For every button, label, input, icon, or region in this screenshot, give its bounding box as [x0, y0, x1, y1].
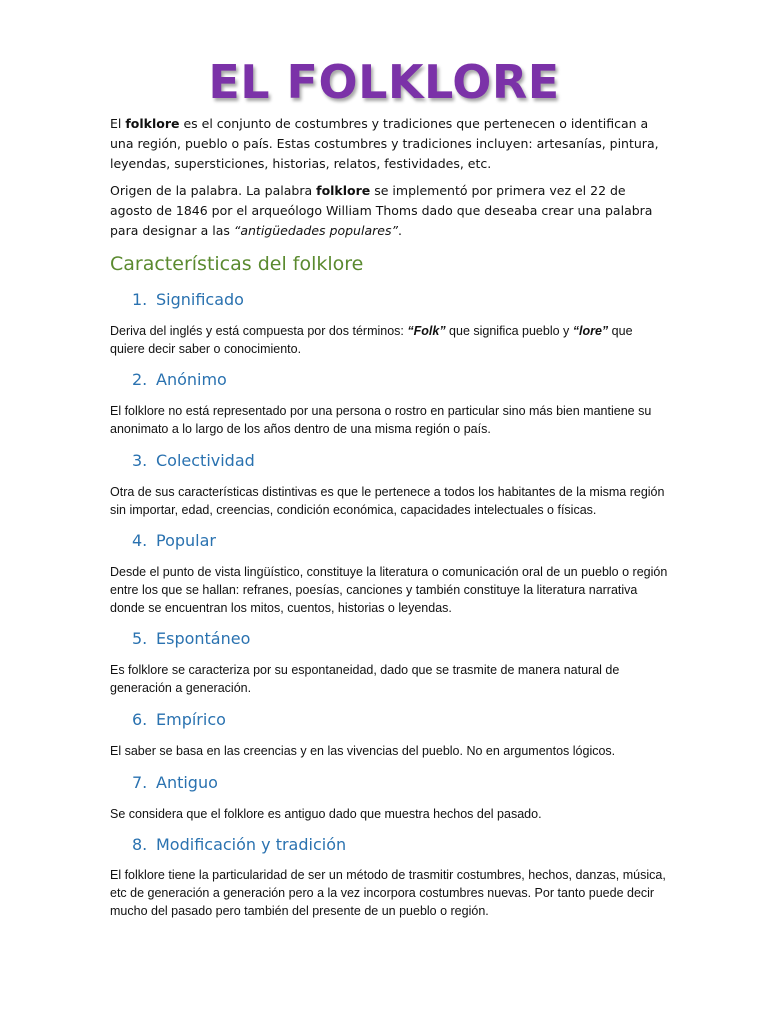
item-body-text: que significa pueblo y — [445, 324, 573, 338]
item-number: 1. — [132, 290, 148, 309]
item-term: “Folk” — [407, 324, 446, 338]
item-title: Modificación y tradición — [156, 835, 347, 854]
item-body-text: que quiere decir saber o conocimiento. — [110, 324, 633, 356]
intro-text: es el conjunto de costumbres y tradiciones que pertenecen o identifican a una región, pueblo o país. Estas costumbres y tradiciones incluyen: artesanías, pintura, leyendas, supersticiones, historias, relatos, festividades, etc. — [110, 116, 659, 171]
item-heading — [132, 449, 255, 473]
item-title: Antiguo — [156, 773, 218, 792]
item-number: 2. — [132, 370, 148, 389]
intro-paragraph-origin — [110, 181, 670, 241]
item-heading — [132, 529, 216, 553]
section-heading: Características del folklore — [110, 253, 364, 275]
item-body: Otra de sus características distintivas es que le pertenece a todos los habitantes de la misma región sin importar, edad, creencias, condición económica, capacidades intelectuales o físicas. — [110, 485, 665, 517]
item-body: Es folklore se caracteriza por su espontaneidad, dado que se trasmite de manera natural de generación a generación. — [110, 663, 620, 695]
item-body: Se considera que el folklore es antiguo dado que muestra hechos del pasado. — [110, 807, 542, 821]
item-title: Popular — [156, 531, 216, 550]
item-body — [110, 322, 670, 358]
item-number: 7. — [132, 773, 148, 792]
item-title: Empírico — [156, 710, 226, 729]
intro-bold-term: folklore — [316, 183, 371, 198]
item-number: 8. — [132, 835, 148, 854]
item-title: Significado — [156, 290, 244, 309]
item-heading — [132, 708, 226, 732]
intro-paragraph-definition — [110, 114, 670, 174]
item-number: 3. — [132, 451, 148, 470]
item-body-text: Deriva del inglés y está compuesta por dos términos: — [110, 324, 408, 338]
intro-text: se implementó por primera vez el 22 de agosto de 1846 por el arqueólogo William Thoms dado que deseaba crear una palabra para designar a las — [110, 183, 653, 238]
item-heading — [132, 368, 227, 392]
intro-bold-term: folklore — [125, 116, 180, 131]
item-heading — [132, 288, 244, 312]
document-title: EL FOLKLORE — [208, 55, 560, 109]
item-title: Espontáneo — [156, 629, 251, 648]
item-heading — [132, 771, 218, 795]
intro-text: Origen de la palabra. La palabra — [110, 183, 317, 198]
item-term: “lore” — [572, 324, 609, 338]
item-title: Anónimo — [156, 370, 227, 389]
item-body: El saber se basa en las creencias y en las vivencias del pueblo. No en argumentos lógicos. — [110, 744, 616, 758]
item-heading — [132, 833, 346, 857]
item-title: Colectividad — [156, 451, 255, 470]
item-number: 6. — [132, 710, 148, 729]
item-number: 4. — [132, 531, 148, 550]
item-body: El folklore tiene la particularidad de ser un método de trasmitir costumbres, hechos, danzas, música, etc de generación a generación pero a la vez incorpora costumbres nuevas. Por tanto puede decir mucho del pasado pero también del presente de un pueblo o región. — [110, 868, 666, 918]
intro-italic-quote: “antigüedades populares” — [233, 223, 398, 238]
intro-text: . — [397, 223, 402, 238]
intro-text: El — [110, 116, 126, 131]
item-body: Desde el punto de vista lingüístico, constituye la literatura o comunicación oral de un pueblo o región entre los que se hallan: refranes, poesías, canciones y también constituye la literatura narrativa donde se encuentran los mitos, cuentos, historias o leyendas. — [110, 565, 668, 615]
item-heading — [132, 627, 250, 651]
item-body: El folklore no está representado por una persona o rostro en particular sino más bien mantiene su anonimato a lo largo de los años dentro de una misma región o país. — [110, 404, 652, 436]
item-number: 5. — [132, 629, 148, 648]
